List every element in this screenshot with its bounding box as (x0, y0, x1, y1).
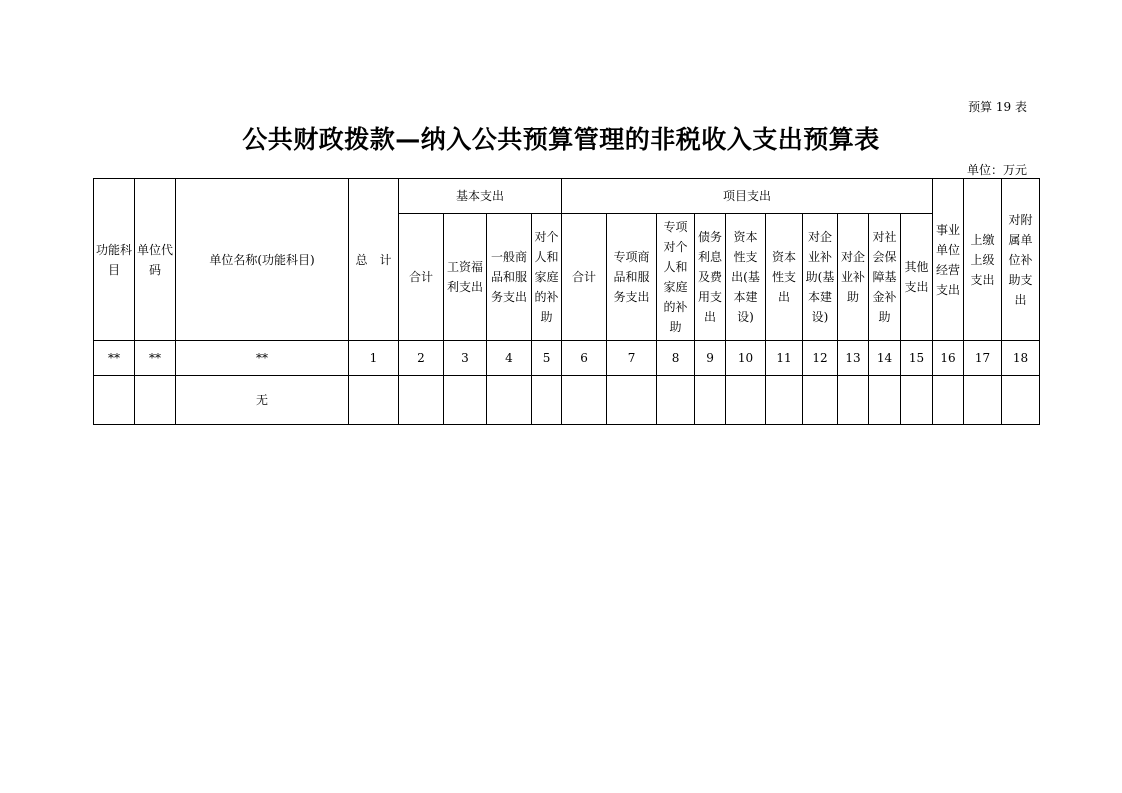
unit-label: 单位：万元 (966, 163, 1027, 177)
header-project-capital: 资本性支出 (766, 214, 803, 341)
table-cell (444, 376, 487, 425)
index-cell: 14 (869, 341, 901, 376)
index-cell: 9 (695, 341, 726, 376)
header-project-enterprise-construction: 对企业补助(基本建设) (803, 214, 838, 341)
table-cell (726, 376, 766, 425)
index-cell: 17 (964, 341, 1002, 376)
index-cell: 2 (399, 341, 444, 376)
index-cell: 11 (766, 341, 803, 376)
header-total: 总 计 (349, 179, 399, 341)
table-row (94, 376, 1040, 425)
index-cell: 15 (901, 341, 933, 376)
index-cell: 6 (562, 341, 607, 376)
table-cell (399, 376, 444, 425)
index-cell: 5 (532, 341, 562, 376)
table-cell (135, 376, 176, 425)
header-project-social-security: 对社会保障基金补助 (869, 214, 901, 341)
table-cell (487, 376, 532, 425)
header-project-personal: 专项对个人和家庭的补助 (657, 214, 695, 341)
index-cell: ** (135, 341, 176, 376)
table-cell (607, 376, 657, 425)
header-basic-personal: 对个人和家庭的补助 (532, 214, 562, 341)
header-project-total: 合计 (562, 214, 607, 341)
header-project-enterprise: 对企业补助 (838, 214, 869, 341)
header-func-subject: 功能科目 (94, 179, 135, 341)
page-title: 公共财政拨款—纳入公共预算管理的非税收入支出预算表 (242, 125, 880, 154)
header-basic-total: 合计 (399, 214, 444, 341)
table-cell (532, 376, 562, 425)
table-cell: 无 (176, 376, 349, 425)
table-cell (901, 376, 933, 425)
index-cell: ** (176, 341, 349, 376)
index-cell: ** (94, 341, 135, 376)
header-basic-group: 基本支出 (399, 179, 562, 214)
index-cell: 18 (1002, 341, 1040, 376)
table-cell (562, 376, 607, 425)
header-project-group: 项目支出 (562, 179, 933, 214)
table-cell (869, 376, 901, 425)
table-cell (1002, 376, 1040, 425)
header-biz-unit: 事业单位经营支出 (933, 179, 964, 341)
index-cell: 4 (487, 341, 532, 376)
table-cell (695, 376, 726, 425)
table-cell (349, 376, 399, 425)
table-cell (933, 376, 964, 425)
header-project-goods: 专项商品和服务支出 (607, 214, 657, 341)
header-upper-pay: 上缴上级支出 (964, 179, 1002, 341)
index-cell: 10 (726, 341, 766, 376)
header-basic-wages: 工资福利支出 (444, 214, 487, 341)
header-project-debt: 债务利息及费用支出 (695, 214, 726, 341)
header-project-capital-construction: 资本性支出(基本建设) (726, 214, 766, 341)
table-cell (803, 376, 838, 425)
table-cell (766, 376, 803, 425)
index-cell: 8 (657, 341, 695, 376)
table-cell (964, 376, 1002, 425)
header-basic-goods: 一般商品和服务支出 (487, 214, 532, 341)
index-cell: 13 (838, 341, 869, 376)
index-cell: 7 (607, 341, 657, 376)
table-cell (94, 376, 135, 425)
budget-table (93, 178, 1040, 425)
table-cell (657, 376, 695, 425)
header-sub-unit: 对附属单位补助支出 (1002, 179, 1040, 341)
index-cell: 3 (444, 341, 487, 376)
index-cell: 12 (803, 341, 838, 376)
header-unit-code: 单位代码 (135, 179, 176, 341)
header-unit-name: 单位名称(功能科目) (176, 179, 349, 341)
index-cell: 1 (349, 341, 399, 376)
index-row (94, 341, 1040, 376)
table-cell (838, 376, 869, 425)
header-project-other: 其他支出 (901, 214, 933, 341)
form-number: 预算 19 表 (968, 100, 1027, 114)
index-cell: 16 (933, 341, 964, 376)
